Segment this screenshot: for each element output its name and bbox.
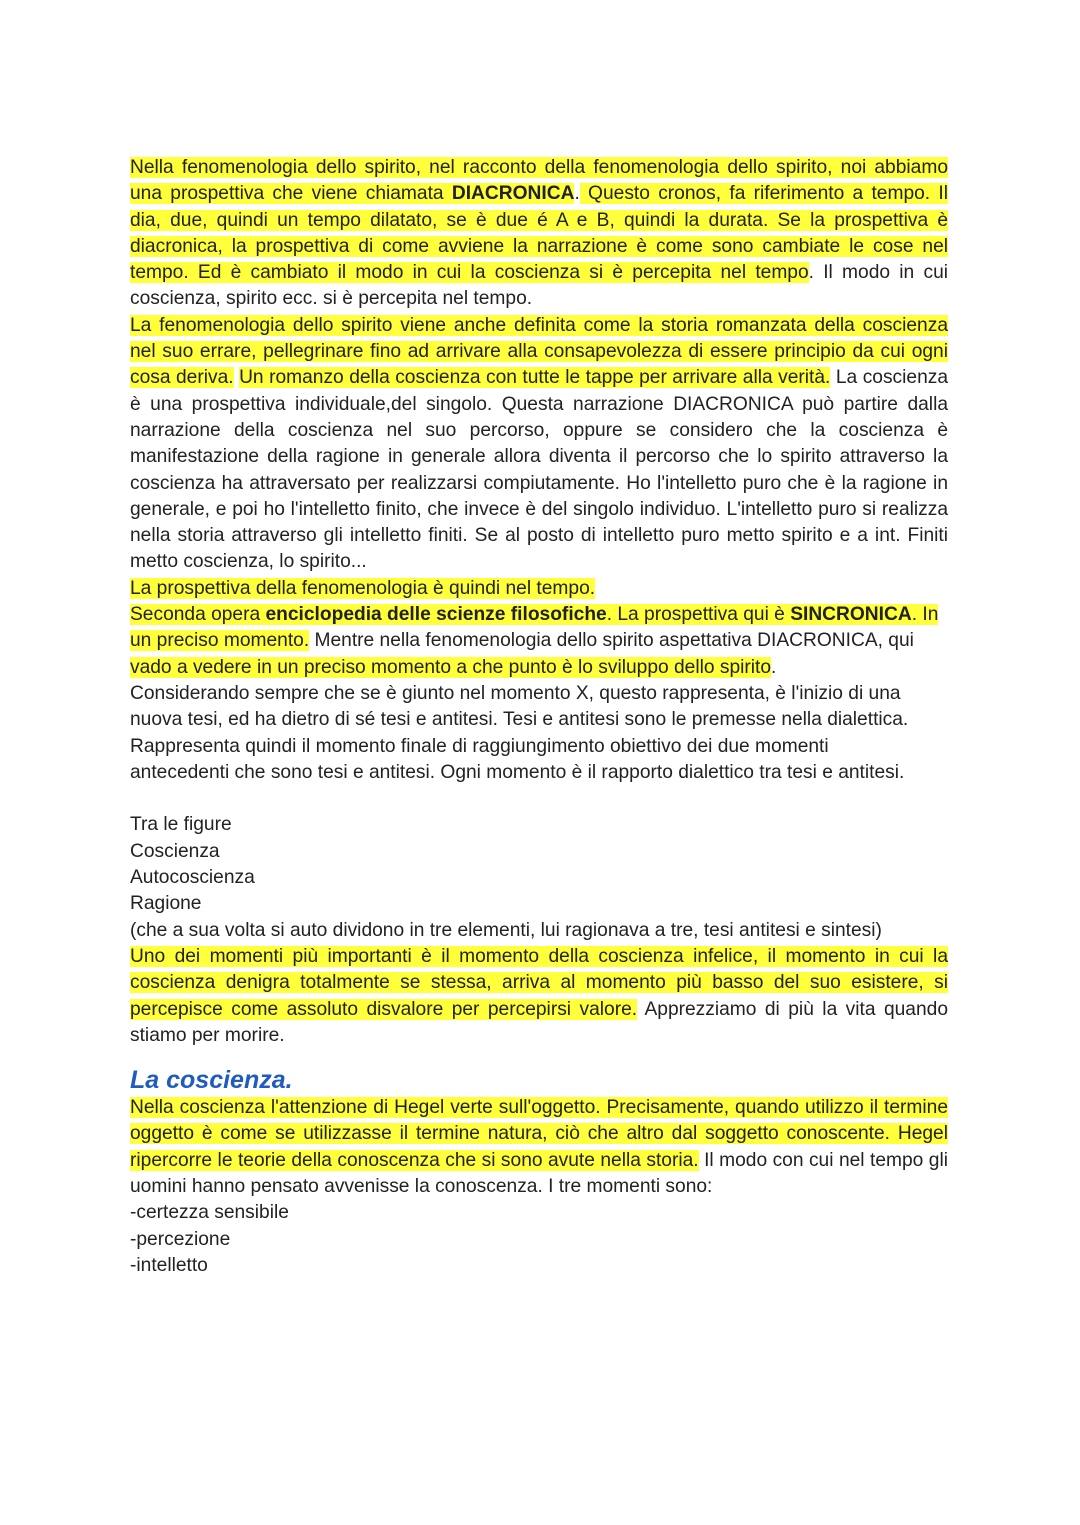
list-item: Coscienza [130, 840, 220, 862]
paragraph-dialettica [130, 681, 948, 786]
highlight: vado a vedere in un preciso momento a che punto è lo sviluppo dello spirito [130, 656, 772, 678]
highlight: Nella coscienza l'attenzione di Hegel verte sull'oggetto. Precisamente, quando utilizzo il termine oggetto è come se utilizzasse il termine natura, ciò che altro dal soggetto conoscente. Hegel ripercorre le teorie della conoscenza che si sono avute nella storia. [130, 1097, 948, 1171]
section-heading: La coscienza. [130, 1066, 293, 1095]
text-line: Rappresenta quindi il momento finale di raggiungimento obiettivo dei due momenti [130, 735, 829, 757]
list-item: Ragione [130, 893, 202, 915]
list-item: Autocoscienza [130, 867, 255, 889]
paragraph-coscienza-infelice: Uno dei momenti più importanti è il momento della coscienza infelice, il momento in cui la coscienza denigra totalmente se stessa, arriva al momento più basso del suo esistere, si percepisce come assoluto disvalore per percepirsi valore. Apprezziamo di più la vita quando stiamo per morire. [130, 945, 948, 1046]
text-line: nuova tesi, ed ha dietro di sé tesi e antitesi. Tesi e antitesi sono le premesse nella dialettica. [130, 709, 909, 731]
paragraph-sincronica: Seconda opera enciclopedia delle scienze filosofiche. La prospettiva qui è SINCRONICA. In un preciso momento. Mentre nella fenomenologia dello spirito aspettativa DIACRONICA, qui vado a vedere in un preciso momento a che punto è lo sviluppo dello spirito. [130, 604, 939, 678]
term-enciclopedia: enciclopedia delle scienze filosofiche [265, 604, 607, 626]
blank-line [130, 786, 948, 812]
highlight: Questo cronos, fa riferimento a tempo. Il dia, due, quindi un tempo dilatato, se è due é A e B, quindi la durata. [130, 183, 948, 231]
term-diacronica: DIACRONICA [451, 183, 575, 205]
list-item: -percezione [130, 1228, 231, 1250]
highlight: Se la prospettiva è diacronica, la prospettiva di come avviene la narrazione è come sono cambiate le cose nel tempo. Ed è cambiato il modo in cui la coscienza si è percepita nel tempo [130, 209, 948, 284]
paragraph-coscienza: Nella coscienza l'attenzione di Hegel verte sull'oggetto. Precisamente, quando utilizzo il termine oggetto è come se utilizzasse il termine natura, ciò che altro dal soggetto conoscente. Hegel ripercorre le teorie della conoscenza che si sono avute nella storia. Il modo con cui nel tempo gli uomini hanno pensato avvenisse la conoscenza. I tre momenti sono: [130, 1097, 948, 1197]
term-sincronica: SINCRONICA [790, 604, 912, 626]
highlight: La fenomenologia dello spirito viene anche definita come la storia romanzata della coscienza nel suo errare, pellegrinare fino ad arrivare alla consapevolezza di essere principio da cui ogni cosa deriva. [130, 314, 948, 389]
list-item: -intelletto [130, 1254, 208, 1276]
highlight: Seconda opera enciclopedia delle scienze filosofiche. La prospettiva qui è SINCRONICA. In un preciso momento. [130, 604, 939, 652]
highlight: Uno dei momenti più importanti è il momento della coscienza infelice, il momento in cui la coscienza denigra totalmente se stessa, arriva al momento più basso del suo esistere, si percepisce come assoluto disvalore per percepirsi valore. [130, 945, 948, 1020]
paragraph-storia-romanzata: La fenomenologia dello spirito viene anche definita come la storia romanzata della coscienza nel suo errare, pellegrinare fino ad arrivare alla consapevolezza di essere principio da cui ogni cosa deriva. Un romanzo della coscienza con tutte le tappe per arrivare alla verità. La coscienza è una prospettiva individuale,del singolo. Questa narrazione DIACRONICA può partire dalla narrazione della coscienza nel suo percorso, oppure se considero che la coscienza è manifestazione della ragione in generale allora diventa il percorso che lo spirito attraverso la coscienza ha attraversato per realizzarsi compiutamente. Ho l'intelletto puro che è la ragione in generale, e poi ho l'intelletto finito, che invece è del singolo individuo. L'intelletto puro si realizza nella storia attraverso gli intelletto finiti. Se al posto di intelletto puro metto spirito e a int. Finiti metto coscienza, lo spirito... [130, 314, 949, 573]
figures-list [130, 812, 948, 943]
highlight: Un romanzo della coscienza con tutte le tappe per arrivare alla verità. [239, 367, 831, 389]
paragraph-diacronica: Nella fenomenologia dello spirito, nel racconto della fenomenologia dello spirito, noi abbiamo una prospettiva che viene chiamata DIACRONICA. Questo cronos, fa riferimento a tempo. Il dia, due, quindi un tempo dilatato, se è due é A e B, quindi la durata. Se la prospettiva è diacronica, la prospettiva di come avviene la narrazione è come sono cambiate le cose nel tempo. Ed è cambiato il modo in cui la coscienza si è percepita nel tempo. Il modo in cui coscienza, spirito ecc. si è percepita nel tempo. [130, 157, 948, 310]
document-body [130, 155, 948, 1279]
highlight: Nella fenomenologia dello spirito, nel racconto della fenomenologia dello spirito, noi abbiamo una prospettiva che viene chiamata DIACRONICA [130, 157, 948, 205]
moments-list [130, 1200, 948, 1279]
paragraph-prospettiva-tempo [130, 576, 948, 602]
list-item: -certezza sensibile [130, 1202, 289, 1224]
text-line: antecedenti che sono tesi e antitesi. Ogni momento è il rapporto dialettico tra tesi e antitesi. [130, 761, 905, 783]
figures-title: Tra le figure [130, 814, 232, 836]
figures-note: (che a sua volta si auto dividono in tre elementi, lui ragionava a tre, tesi antitesi e sintesi) [130, 919, 882, 941]
text-line: Considerando sempre che se è giunto nel momento X, questo rappresenta, è l'inizio di una [130, 682, 901, 704]
highlight: La prospettiva della fenomenologia è quindi nel tempo. [130, 577, 596, 599]
